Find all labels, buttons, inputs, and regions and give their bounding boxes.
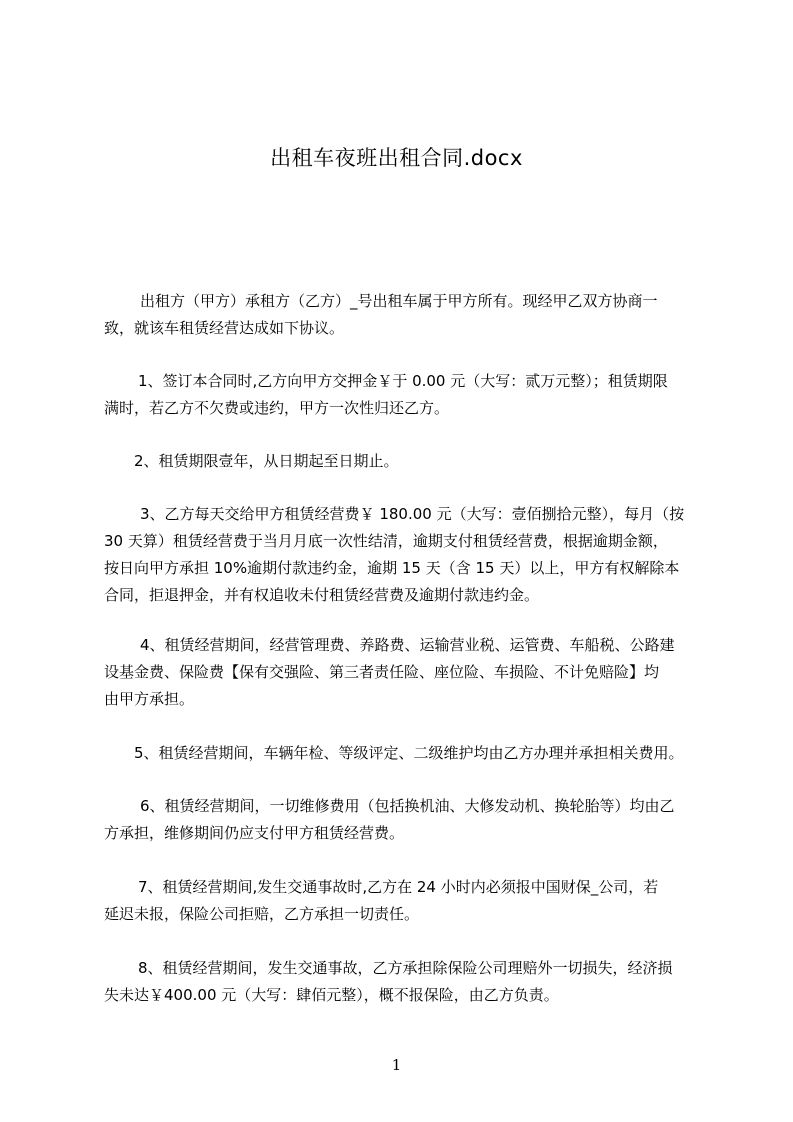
- paragraph-clause-1: 1、签订本合同时,乙方向甲方交押金￥于 0.00 元（大写：贰万元整）；租赁期限 满时，若乙方不欠费或违约，甲方一次性归还乙方。: [104, 372, 668, 417]
- paragraph-clause-5: 5、租赁经营期间，车辆年检、等级评定、二级维护均由乙方办理并承担相关费用。: [134, 744, 684, 762]
- paragraph-clause-7: 7、租赁经营期间,发生交通事故时,乙方在 24 小时内必须报中国财保_公司，若 延迟未报，保险公司拒赔，乙方承担一切责任。: [104, 878, 659, 923]
- document-title: 出租车夜班出租合同.docx: [270, 146, 523, 170]
- paragraph-clause-8: 8、租赁经营期间，发生交通事故，乙方承担除保险公司理赔外一切损失，经济损 失未达￥400.00 元（大写：肆佰元整），概不报保险，由乙方负责。: [104, 959, 673, 1004]
- paragraph-clause-4: 4、租赁经营期间，经营管理费、养路费、运输营业税、运管费、车船税、公路建 设基金费、保险费【保有交强险、第三者责任险、座位险、车损险、不计免赔险】均 由甲方承担。: [104, 636, 675, 708]
- paragraph-clause-2: 2、租赁期限壹年，从日期起至日期止。: [134, 452, 399, 470]
- paragraph-clause-3: 3、乙方每天交给甲方租赁经营费￥ 180.00 元（大写：壹佰捌拾元整），每月（按 30 天算）租赁经营费于当月月底一次性结清，逾期支付租赁经营费，根据逾期金额， 按日向甲方承担 10%逾期付款违约金，逾期 15 天（含 15 天）以上，甲方有权解除本 合同，拒退押金，并有权追收未付租赁经营费及逾期付款违约金。: [104, 505, 685, 604]
- paragraph-clause-6: 6、租赁经营期间，一切维修费用（包括换机油、大修发动机、换轮胎等）均由乙 方承担，维修期间仍应支付甲方租赁经营费。: [104, 797, 675, 842]
- paragraph-intro: 出租方（甲方）承租方（乙方）_号出租车属于甲方所有。现经甲乙双方协商一 致，就该车租赁经营达成如下协议。: [104, 292, 658, 337]
- page-number: 1: [391, 1056, 402, 1074]
